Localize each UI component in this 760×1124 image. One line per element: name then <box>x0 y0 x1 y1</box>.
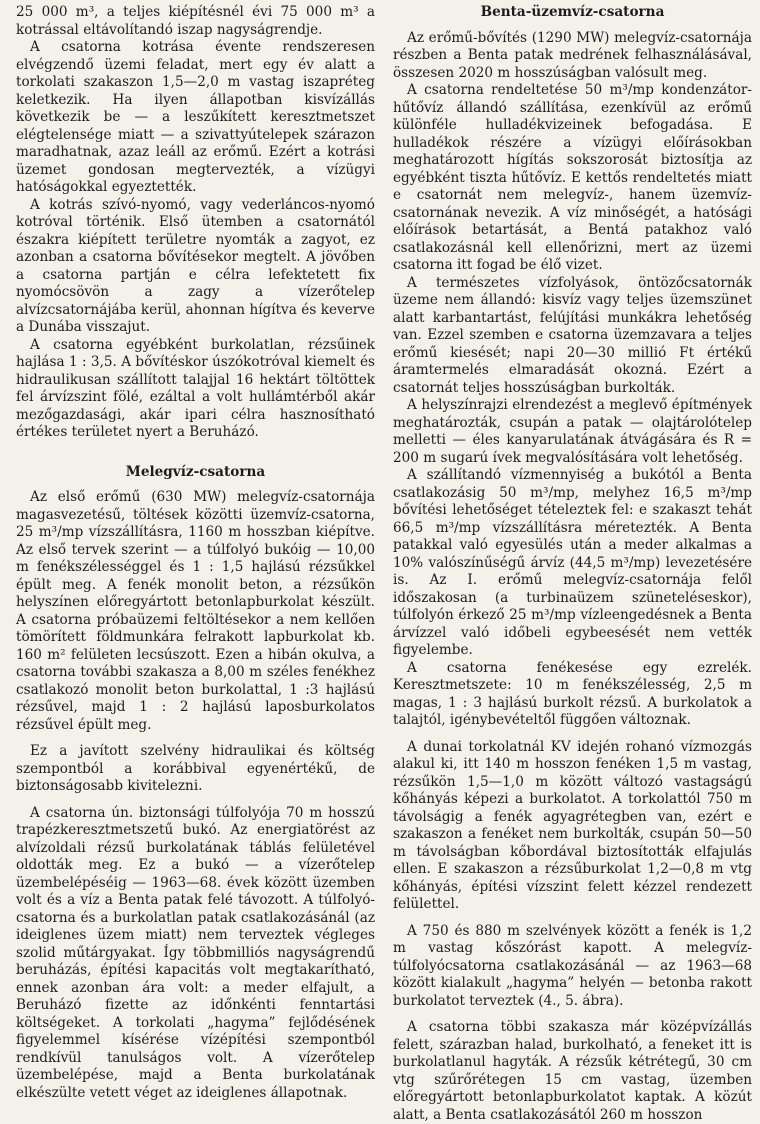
right-column <box>393 4 752 1123</box>
paragraph: A kotrás szívó-nyomó, vagy vederláncos-nyomó kotróval történik. Első ütemben a csatornától északra kiépített területre nyomták a zagyot, ez azonban a csatorna bővítésekor megtelt. A jövőben a csatorna partján e célra lefektetett fix nyomócsövön a zagy a vízerőtelep alvízcsatornájába kerül, ahonnan hígítva és keverve a Dunába visszajut. <box>16 196 375 335</box>
paragraph: A 750 és 880 m szelvények között a fenék is 1,2 m vastag kőszórást kapott. A melegvíz-túlfolyócsatorna csatlakozásánál — az 1963—68 között kialakult „hagyma” helyén — betonba rakott burkolatot terveztek (4., 5. ábra). <box>393 922 752 1009</box>
paragraph: A csatorna többi szakasza már középvízállás felett, szárazban halad, burkolható, a feneket itt is burkolatlanul hagyták. A rézsűk kétrétegű, 30 cm vtg szűrőrétegen 15 cm vastag, üzemben előregyártott betonlapburkolatot kaptak. A közút alatt, a Benta csatlakozásától 260 m hosszon <box>393 1019 752 1123</box>
paragraph: A csatorna egyébként burkolatlan, rézsűinek hajlása 1 : 3,5. A bővítéskor úszókotróval kiemelt és hidraulikusan szállított talajjal 16 hektárt töltöttek fel árvízszint fölé, ezáltal a volt hullámtérből akár mezőgazdasági, akár ipari célra hasznosítható értékes területet nyert a Beruházó. <box>16 336 375 440</box>
section-heading: Melegvíz-csatorna <box>125 463 266 480</box>
paragraph: Ez a javított szelvény hidraulikai és költség szempontból a korábbival egyenértékű, de biztonságosabb kivitelezni. <box>16 743 375 794</box>
left-column <box>16 4 375 1101</box>
paragraph: Az erőmű-bővítés (1290 MW) melegvíz-csatornája részben a Benta patak medrének felhasználásával, összesen 2020 m hosszúságban valósult meg. <box>393 29 752 81</box>
paragraph: A helyszínrajzi elrendezést a meglevő építmények meghatározták, csupán a patak — olajtárolótelep melletti — éles kanyarulatának átvágására és R = 200 m sugarú ívek megvalósítására volt lehetőség. <box>393 397 752 466</box>
paragraph: A természetes vízfolyások, öntözőcsatornák üzeme nem állandó: kisvíz vagy teljes üzemszünet alatt karbantartást, felújítási munkákra lehetőség van. Ezzel szemben e csatorna üzemzavara a teljes erőmű kiesését; napi 20—30 millió Ft értékű áramtermelés elmaradását okozná. Ezért a csatornát teljes hosszúságban burkolták. <box>393 274 752 396</box>
paragraph: Az első erőmű (630 MW) melegvíz-csatornája magasvezetésű, töltések közötti üzemvíz-csatorna, 25 m³/mp vízszállításra, 1160 m hosszban kiépítve. Az első tervek szerint — a túlfolyó bukóig — 10,00 m fenékszélességgel és 1 : 1,5 hajlású rézsűkkel épült meg. A fenék monolit beton, a rézsűkön helyszínen előregyártott betonlapburkolat készült. A csatorna próbaüzemi feltöltésekor a nem kellően tömörített földmunkára felrakott lapburkolat kb. 160 m² felületen lecsúszott. Ezen a hibán okulva, a csatorna további szakasza a 8,00 m széles fenékhez csatlakozó monolit beton burkolattal, 1 :3 hajlású rézsűvel, majd 1 : 2 hajlású laposburkolatos rézsűvel épült meg. <box>16 489 375 733</box>
paragraph: A csatorna rendeltetése 50 m³/mp kondenzátor-hűtővíz állandó szállítása, ezenkívül az erőmű különféle hulladékvizeinek befogadása. E hulladékok részére a vízügyi előírásokban meghatározott hígítás sokszorosát biztosítja az egyébként tiszta hűtővíz. E kettős rendeltetés miatt e csatornát nem melegvíz-, hanem üzemvíz-csatornának nevezik. A víz minőségét, a hatósági előírások betartását, a Bentá patakhoz való csatlakozásnál kell ellenőrizni, mert az üzemi csatorna itt fogad be élő vizet. <box>393 82 752 273</box>
paragraph: A dunai torkolatnál KV idején rohanó vízmozgás alakul ki, itt 140 m hosszon fenéken 1,5 m vastag, rézsűkön 1,5—1,0 m között változó vastagságú kőhányás képezi a burkolatot. A torkolattól 750 m távolságig a fenék agyagrétegben van, ezért e szakaszon a fenéket nem burkolták, csupán 50—50 m távolságban kőbordával biztosították elfajulás ellen. E szakaszon a rézsűburkolat 1,2—0,8 m vtg kőhányás, építési vízszint felett kézzel rendezett felülettel. <box>393 738 752 912</box>
paragraph: A szállítandó vízmennyiség a bukótól a Benta csatlakozásig 50 m³/mp, melyhez 16,5 m³/mp bővítési lehetőséget tételeztek fel: e szakaszt tehát 66,5 m³/mp vízszállításra méretezték. A Benta patakkal való egyesülés után a meder alkalmas a 10% valószínűségű árvíz (44,5 m³/mp) levezetésére is. Az I. erőmű melegvíz-csatornája felől időszakosan (a turbinaüzem szüneteléseskor), túlfolyón érkező 25 m³/mp vízleengedésnek a Benta árvízzel való időbeli egybeesését nem vették figyelembe. <box>393 467 752 658</box>
section-heading: Benta-üzemvíz-csatorna <box>480 4 665 20</box>
paragraph: A csatorna fenékesése egy ezrelék. Keresztmetszete: 10 m fenékszélesség, 2,5 m magas, 1 : 3 hajlású burkolt rézsű. A burkolatok a talajtól, igénybevételtől függően változnak. <box>393 659 752 728</box>
paragraph: A csatorna kotrása évente rendszeresen elvégzendő üzemi feladat, mert egy év alatt a torkolati szakaszon 1,5—2,0 m vastag iszapréteg keletkezik. Ha ilyen állapotban kisvízállás következik be — a leszűkített keresztmetszet elégtelensége miatt — a szivattyútelepek szárazon maradhatnak, azaz leáll az erőmű. Ezért a kotrási üzemet gondosan megtervezték, a vízügyi hatóságokkal egyeztették. <box>16 39 375 195</box>
paragraph: A csatorna ún. biztonsági túlfolyója 70 m hosszú trapézkeresztmetszetű bukó. Az energiatörést az alvízoldali rézsű burkolatának táblás felületével oldották meg. Ez a bukó — a vízerőtelep üzembelépéséig — 1963—68. évek között üzemben volt és a víz a Benta patak felé távozott. A túlfolyó-csatorna és a burkolatlan patak csatlakozásánál (az ideiglenes üzem miatt) nem terveztek végleges szolid műtárgyakat. Így többmilliós nagyságrendű beruházás, építési kapacitás volt megtakarítható, ennek azonban ára volt: a meder elfajult, a Beruházó fizette az időnkénti fenntartási költségeket. A torkolati „hagyma” fejlődésének figyelemmel kísérése vízépítési szempontból rendkívül tanulságos volt. A vízerőtelep üzembelépése, majd a Benta burkolatának elkészülte vetett véget az ideiglenes állapotnak. <box>16 804 375 1101</box>
paragraph: 25 000 m³, a teljes kiépítésnél évi 75 000 m³ a kotrással eltávolítandó iszap nagyságrendje. <box>16 4 375 38</box>
